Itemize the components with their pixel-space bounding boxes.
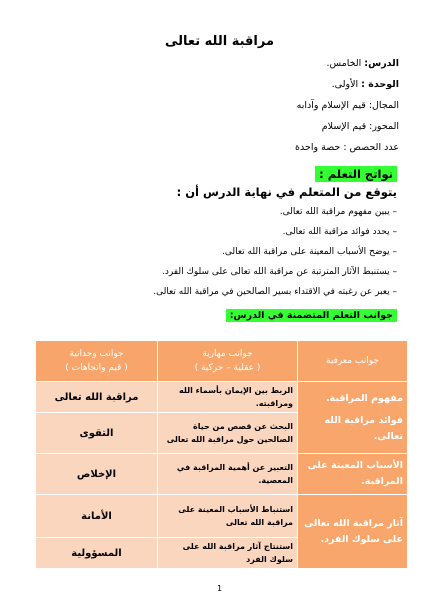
header-affective-title: جوانب وجدانية (69, 349, 124, 359)
unit-label: الوحدة : (361, 79, 399, 90)
list-item: – يحدد فوائد مراقبة الله تعالى. (37, 226, 397, 238)
cognitive-cell (298, 382, 408, 454)
table-header-row (36, 341, 408, 382)
header-affective (36, 341, 158, 382)
list-item: – يبين مفهوم مراقبة الله تعالى. (37, 206, 397, 218)
aspects-heading: جوانب التعلم المتضمنة في الدرس: (226, 309, 397, 322)
lesson-title: مراقبة الله تعالى (164, 34, 274, 49)
field-line: المجال: قيم الإسلام وآدابه (296, 100, 399, 111)
skill-cell: استنباط الأسباب المعينة على مراقبة الله تعالى (158, 495, 298, 538)
lesson-label: الدرس: (364, 58, 399, 69)
learning-aspects-table (35, 340, 408, 569)
list-item: – يستنبط الآثار المترتبة عن مراقبة الله تعالى على سلوك الفرد. (37, 266, 397, 278)
header-skill-sub: ( عقلية – حركية ) (194, 363, 261, 373)
unit-value: الأولى. (331, 79, 362, 90)
table-row (36, 382, 408, 413)
lesson-meta (39, 58, 399, 163)
sessions-line: عدد الحصص : حصة واحدة (295, 142, 399, 153)
lesson-value: الخامس. (326, 58, 365, 69)
header-skill-title: جوانب مهارية (202, 349, 253, 359)
affective-cell: مراقبة الله تعالى (36, 382, 158, 413)
affective-cell: الأمانة (36, 495, 158, 538)
header-cognitive: جوانب معرفية (298, 341, 408, 382)
lesson-line (39, 58, 399, 70)
header-affective-sub: ( قيم واتجاهات ) (65, 363, 128, 373)
skill-cell: التعبير عن أهمية المراقبة في المعصية. (158, 454, 298, 495)
skill-cell: البحث عن قصص من حياة الصالحين حول مراقبة الله تعالى (158, 413, 298, 454)
affective-cell: التقوى (36, 413, 158, 454)
axis-line: المحور: قيم الإسلام (321, 121, 399, 132)
cognitive-item: مفهوم المراقبة. (325, 392, 403, 404)
unit-line (39, 79, 399, 91)
objectives-list (37, 206, 397, 306)
affective-cell: المسؤولية (36, 538, 158, 569)
skill-cell: الربط بين الإيمان بأسماء الله ومراقبته. (158, 382, 298, 413)
cognitive-cell: آثار مراقبة الله تعالى على سلوك الفرد. (298, 495, 408, 569)
affective-cell: الإخلاص (36, 454, 158, 495)
cognitive-item: فوائد مراقبة الله تعالى. (324, 414, 403, 442)
header-skill (158, 341, 298, 382)
outcomes-heading: نواتج التعلم : (315, 166, 397, 182)
cognitive-cell: الأسباب المعينة على المراقبة. (298, 454, 408, 495)
list-item: – يعبر عن رغبته في الاقتداء بسير الصالحين في مراقبة الله تعالى. (37, 286, 397, 298)
objectives-lead: يتوقع من المتعلم في نهاية الدرس أن : (176, 185, 397, 199)
page-number: 1 (216, 584, 223, 593)
skill-cell: استنتاج آثار مراقبة الله على سلوك الفرد (158, 538, 298, 569)
table-row (36, 454, 408, 495)
table-row (36, 495, 408, 538)
list-item: – يوضح الأسباب المعينة على مراقبة الله تعالى. (37, 246, 397, 258)
